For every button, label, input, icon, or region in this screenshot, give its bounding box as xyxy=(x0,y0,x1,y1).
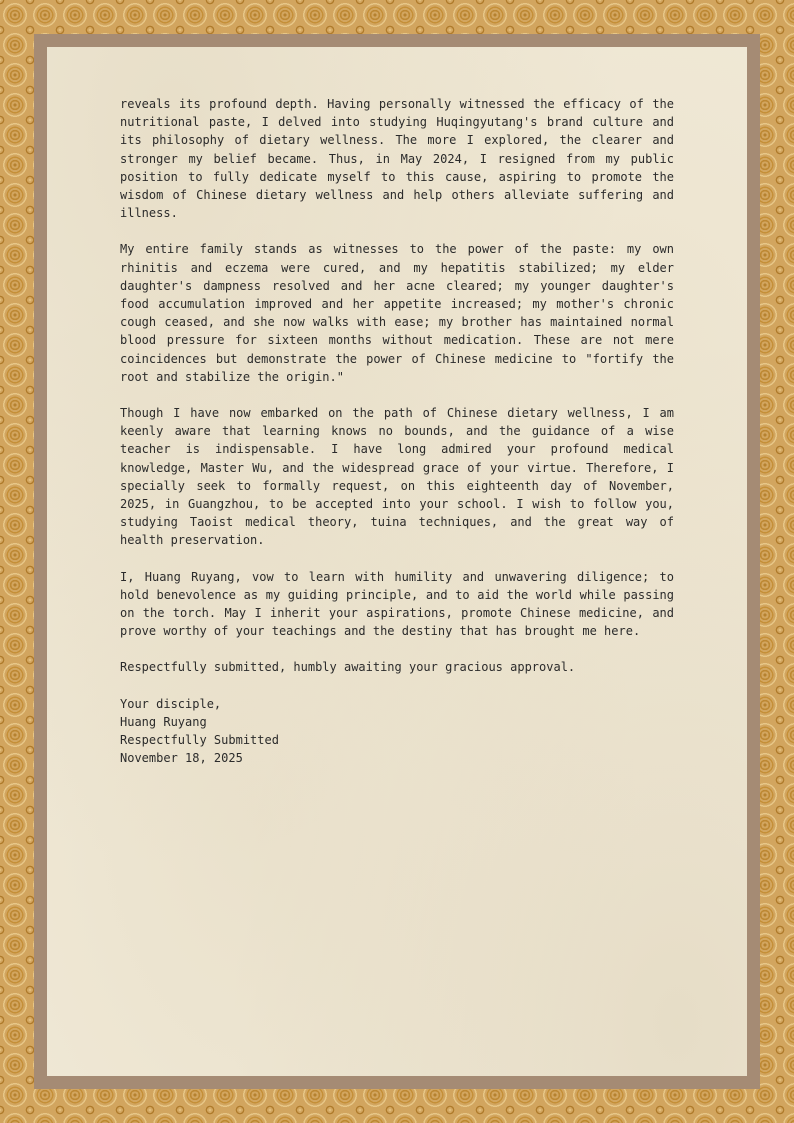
paragraph: I, Huang Ruyang, vow to learn with humility and unwavering diligence; to hold benevolence as my guiding principle, and to aid the world while passing on the torch. May I inherit your aspirations, promote Chinese medicine, and prove worthy of your teachings and the destiny that has brought me here. xyxy=(120,569,674,639)
inner-frame xyxy=(34,34,760,1089)
closing-line: Respectfully Submitted xyxy=(120,733,279,748)
signature-block xyxy=(120,695,674,768)
closing-line: Your disciple, xyxy=(120,696,222,711)
closing-date: November 18, 2025 xyxy=(120,751,243,766)
paragraph: reveals its profound depth. Having personally witnessed the efficacy of the nutritional paste, I delved into studying Huqingyutang's brand culture and its philosophy of dietary wellness. The more I explored, the clearer and stronger my belief became. Thus, in May 2024, I resigned from my public position to fully dedicate myself to this cause, aspiring to promote the wisdom of Chinese dietary wellness and help others alleviate suffering and illness. xyxy=(120,97,674,221)
signature-name: Huang Ruyang xyxy=(120,714,207,729)
letter-body xyxy=(120,95,674,768)
paragraph: Respectfully submitted, humbly awaiting your gracious approval. xyxy=(120,660,576,675)
paragraph: My entire family stands as witnesses to the power of the paste: my own rhinitis and eczema were cured, and my hepatitis stabilized; my elder daughter's dampness resolved and her acne cleared; my younger daughter's food accumulation improved and her appetite increased; my mother's chronic cough ceased, and she now walks with ease; my brother has maintained normal blood pressure for sixteen months without medication. These are not mere coincidences but demonstrate the power of Chinese medicine to "fortify the root and stabilize the origin." xyxy=(120,242,674,384)
letter-page xyxy=(47,47,747,1076)
paragraph: Though I have now embarked on the path of Chinese dietary wellness, I am keenly aware that learning knows no bounds, and the guidance of a wise teacher is indispensable. I have long admired your profound medical knowledge, Master Wu, and the widespread grace of your virtue. Therefore, I specially seek to formally request, on this eighteenth day of November, 2025, in Guangzhou, to be accepted into your school. I wish to follow you, studying Taoist medical theory, tuina techniques, and the great way of health preservation. xyxy=(120,406,674,548)
